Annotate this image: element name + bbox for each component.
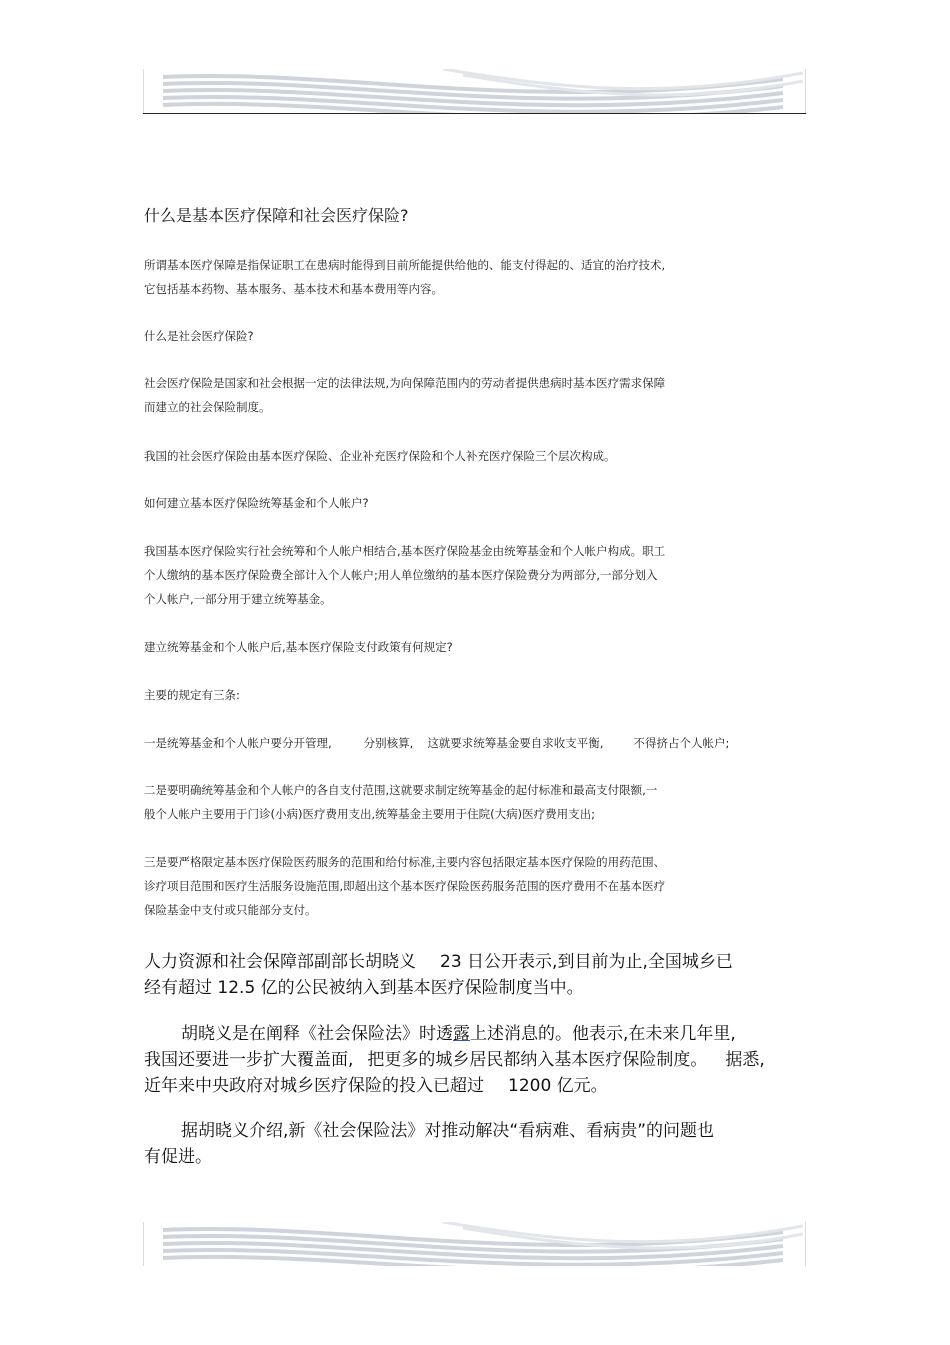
header-decoration [143,69,806,113]
paragraph-fund-account: 我国基本医疗保险实行社会统筹和个人帐户相结合,基本医疗保险基金由统筹基金和个人帐户构成。职工 个人缴纳的基本医疗保险费全部计入个人帐户;用人单位缴纳的基本医疗保险费分为两部分,一部分划入 个人帐户,一部分用于建立统筹基金。 [144,544,666,606]
wave-banner-icon [143,69,806,113]
paragraph-three-rules: 主要的规定有三条: [144,688,240,702]
rule-three: 三是要严格限定基本医疗保险医药服务的范围和给付标准,主要内容包括限定基本医疗保险的用药范围、 诊疗项目范围和医疗生活服务设施范围,即超出这个基本医疗保险医药服务范围的医疗费用不在基本医疗 保险基金中支付或只能部分支付。 [144,855,666,917]
rule-one: 一是统筹基金和个人帐户要分开管理, 分别核算, 这就要求统筹基金要自求收支平衡, 不得挤占个人帐户; [144,736,730,750]
rule-two: 二是要明确统筹基金和个人帐户的各自支付范围,这就要求制定统筹基金的起付标准和最高支付限额,一 般个人帐户主要用于门诊(小病)医疗费用支出,统筹基金主要用于住院(大病)医疗费用支出; [144,783,658,821]
paragraph-definition: 所谓基本医疗保障是指保证职工在患病时能得到目前所能提供给他的、能支付得起的、适宜的治疗技术, 它包括基本药物、基本服务、基本技术和基本费用等内容。 [144,258,666,296]
question-payment-policy: 建立统筹基金和个人帐户后,基本医疗保险支付政策有何规定? [144,640,453,654]
header-rule [143,113,806,114]
question-social-insurance: 什么是社会医疗保险? [144,329,254,343]
paragraph-social-insurance: 社会医疗保险是国家和社会根据一定的法律法规,为向保障范围内的劳动者提供患病时基本医疗需求保障 而建立的社会保险制度。 [144,376,666,414]
paragraph-levels: 我国的社会医疗保险由基本医疗保险、企业补充医疗保险和个人补充医疗保险三个层次构成。 [144,449,616,463]
news-paragraph-one: 人力资源和社会保障部副部长胡晓义 23 日公开表示,到目前为止,全国城乡已 经有超过 12.5 亿的公民被纳入到基本医疗保险制度当中。 [144,952,733,998]
news-paragraph-three: 据胡晓义介绍,新《社会保险法》对推动解决“看病难、看病贵”的问题也 有促进。 [144,1121,715,1167]
wave-banner-icon [143,1222,806,1266]
footer-decoration [143,1222,806,1266]
page-title: 什么是基本医疗保障和社会医疗保险? [144,206,409,225]
question-fund-account: 如何建立基本医疗保险统筹基金和个人帐户? [144,496,369,510]
news-paragraph-two: 胡晓义是在阐释《社会保险法》时透露上述消息的。他表示,在未来几年里, 我国还要进一步扩大覆盖面, 把更多的城乡居民都纳入基本医疗保险制度。 据悉, 近年来中央政府对城乡医疗保险的投入已超过 1200 亿元。 [144,1024,765,1096]
